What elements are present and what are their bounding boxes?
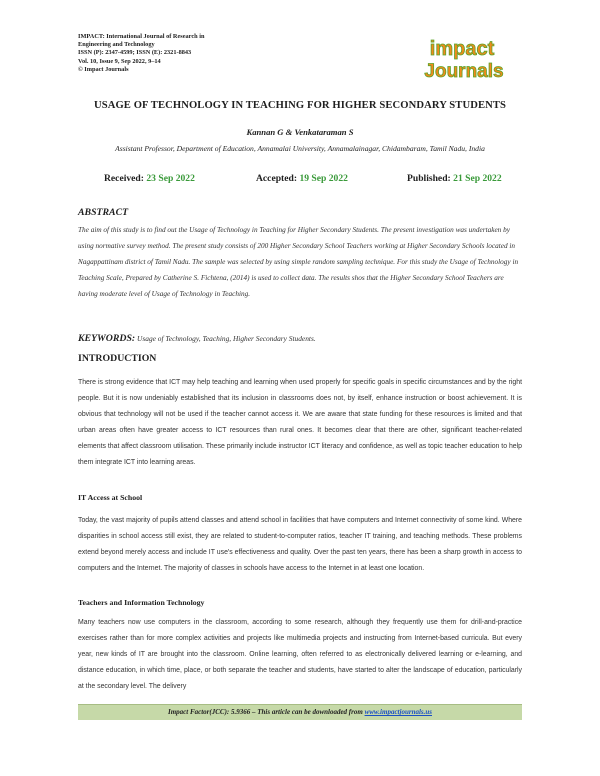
received-date bbox=[104, 173, 195, 184]
author-affiliation: Assistant Professor, Department of Education, Annamalai University, Annamalainagar, Chidambaram, Tamil Nadu, India bbox=[115, 144, 485, 153]
accepted-label: Accepted: bbox=[256, 173, 298, 184]
introduction-paragraph: There is strong evidence that ICT may help teaching and learning when used properly for specific goals in specific circumstances and by the right people. But it is now undeniably established that its inclusion in classrooms does not, by itself, enhance instruction or boost achievement. It is obvious that technology will not be used if the teacher cannot access it. We are aware that state funding for these resources is limited and that urban areas often have greater access to ICT resources than rural ones. It becomes clear that there are other, significant teacher-related elements that affect classroom utilisation. These primarily include instructor ICT literacy and confidence, as well as topic teacher education to help them integrate ICT into learning areas. bbox=[78, 379, 522, 466]
keywords-label: KEYWORDS: bbox=[78, 333, 136, 344]
abstract-heading: ABSTRACT bbox=[78, 207, 129, 218]
impact-journals-logo bbox=[398, 33, 526, 83]
teachers-it-heading: Teachers and Information Technology bbox=[78, 598, 205, 607]
published-date bbox=[407, 173, 502, 184]
journal-line: Engineering and Technology bbox=[78, 41, 155, 49]
footer-text: Impact Factor(JCC): 5.9366 – This article can be downloaded from bbox=[167, 708, 363, 716]
paper-authors: Kannan G & Venkataraman S bbox=[246, 127, 354, 137]
footer-bar bbox=[78, 704, 522, 720]
journal-line: Vol. 10, Issue 9, Sep 2022, 9–14 bbox=[78, 57, 161, 65]
journal-line: IMPACT: International Journal of Research in bbox=[78, 33, 205, 40]
teachers-it-paragraph: Many teachers now use computers in the classroom, according to some research, although they frequently use them for drill-and-practice exercises rather than for more complex activities and projects like multimedia projects and instructing from Internet-based curricula. But every year, new kinds of IT are brought into the classroom. Online learning, often referred to as electronically delivered learning or e-learning, and distance education, in which time, place, or both separate the teacher and students, have started to alter the landscape of education, particularly at the secondary level. The delivery bbox=[78, 619, 522, 690]
footer-link[interactable]: www.impactjournals.us bbox=[364, 708, 432, 716]
published-label: Published: bbox=[407, 173, 451, 184]
abstract-text: The aim of this study is to find out the Usage of Technology in Teaching for Higher Secondary Students. The present investigation was undertaken by using normative survey method. The present study consists of 200 Higher Secondary School Teachers working at Higher Secondary Schools located in Nagappattinam district of Tamil Nadu. The sample was selected by using simple random sampling technique. For this study the Usage of Technology in Teaching Scale, Prepared by Catherine S. Fichtena, (2014) is used to collect data. The results shos that the Higher Secondary School Teachers are having moderate level of Usage of Technology in Teaching. bbox=[78, 226, 519, 298]
received-label: Received: bbox=[104, 173, 144, 184]
it-access-paragraph: Today, the vast majority of pupils attend classes and attend school in facilities that have computers and Internet connectivity of some kind. Where disparities in school access still exist, they are related to student-to-computer ratios, teacher IT training, and teaching methods. These problems extend beyond merely access and include IT use's effectiveness and quality. Over the past ten years, there has been a sharp growth in access to computers and the Internet. The majority of classes in schools have access to the Internet in at least one location. bbox=[78, 517, 522, 572]
published-value: 21 Sep 2022 bbox=[453, 173, 502, 184]
keywords-text: Usage of Technology, Teaching, Higher Secondary Students. bbox=[137, 334, 316, 343]
journal-line: © Impact Journals bbox=[78, 65, 129, 73]
it-access-heading: IT Access at School bbox=[78, 493, 143, 502]
logo-text-bottom: Journals bbox=[424, 61, 504, 82]
logo-text-top: impact bbox=[429, 38, 495, 60]
introduction-heading: INTRODUCTION bbox=[78, 353, 157, 364]
accepted-value: 19 Sep 2022 bbox=[299, 173, 348, 184]
keywords bbox=[78, 333, 316, 344]
received-value: 23 Sep 2022 bbox=[146, 173, 195, 184]
accepted-date bbox=[256, 173, 348, 184]
journal-line: ISSN (P): 2347-4599; ISSN (E): 2321-8843 bbox=[78, 49, 192, 57]
journal-info bbox=[78, 33, 318, 74]
paper-title: USAGE OF TECHNOLOGY IN TEACHING FOR HIGHER SECONDARY STUDENTS bbox=[93, 100, 507, 111]
